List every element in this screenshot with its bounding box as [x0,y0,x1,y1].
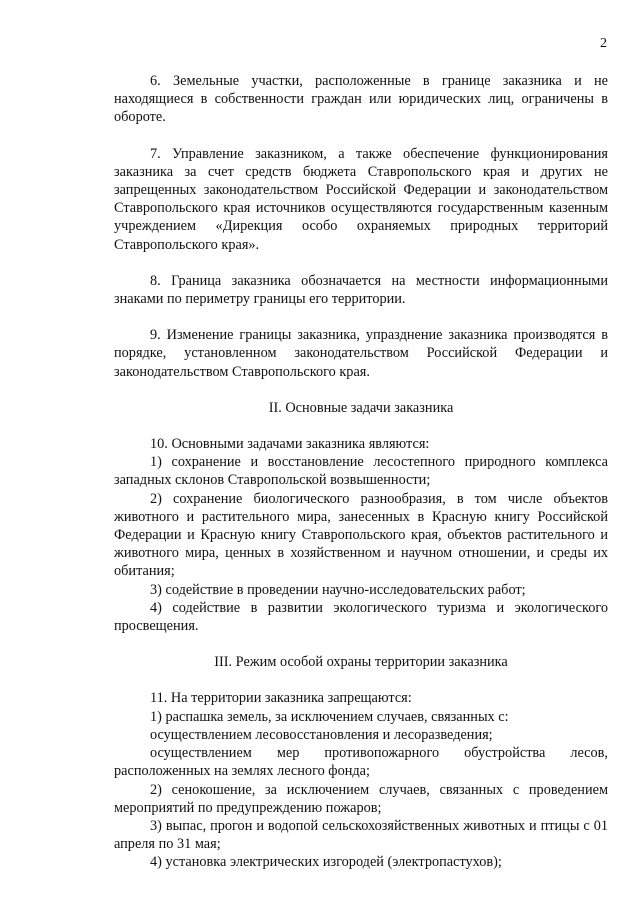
list-item: 1) сохранение и восстановление лесостепного природного комплекса западных склонов Ставропольской возвышенности; [114,454,608,489]
list-item: 4) установка электрических изгородей (электропастухов); [150,854,502,871]
list-item: 3) содействие в проведении научно-исследовательских работ; [150,581,526,598]
paragraph-9: 9. Изменение границы заказника, упразднение заказника производятся в порядке, установленном законодательством Российской Федерации и законодательством Ставропольского края. [114,327,608,380]
paragraph-8: 8. Граница заказника обозначается на местности информационными знаками по периметру границы его территории. [114,272,608,308]
list-item: 4) содействие в развитии экологического туризма и экологического просвещения. [114,599,608,635]
section-3-heading: III. Режим особой охраны территории заказника [214,654,508,671]
page-number: 2 [600,36,607,51]
list-item: 2) сенокошение, за исключением случаев, связанных с проведением мероприятий по предупреждению пожаров; [114,781,608,816]
document-body [114,72,608,872]
paragraph-7: 7. Управление заказником, а также обеспечение функционирования заказника за счет средств бюджета Ставропольского края и других не запрещенных законодательством Российской Федерации и законодательством Ставропольского края источников осуществляются государственным казенным учреждением «Дирекция особо охраняемых природных территорий Ставропольского края». [114,145,608,253]
list-item: 3) выпас, прогон и водопой сельскохозяйственных животных и птицы с 01 апреля по 31 мая; [114,817,608,853]
list-item: 2) сохранение биологического разнообразия, в том числе объектов животного и растительного мира, занесенных в Красную книгу Российской Федерации и Красную книгу Ставропольского края, объектов растительного и животного мира, ценных в хозяйственном и научном отношении, и среды их обитания; [114,490,608,580]
paragraph-6: 6. Земельные участки, расположенные в границе заказника и не находящиеся в собственности граждан или юридических лиц, ограничены в обороте. [114,73,608,126]
list-item: 1) распашка земель, за исключением случаев, связанных с: [150,708,509,725]
paragraph-10: 10. Основными задачами заказника являются: [150,436,430,453]
list-item: осуществлением лесовосстановления и лесоразведения; [150,726,493,743]
list-item: осуществлением мер противопожарного обустройства лесов, расположенных на землях лесного фонда; [114,745,608,780]
paragraph-11: 11. На территории заказника запрещаются: [150,690,412,707]
section-2-heading: II. Основные задачи заказника [268,399,454,416]
